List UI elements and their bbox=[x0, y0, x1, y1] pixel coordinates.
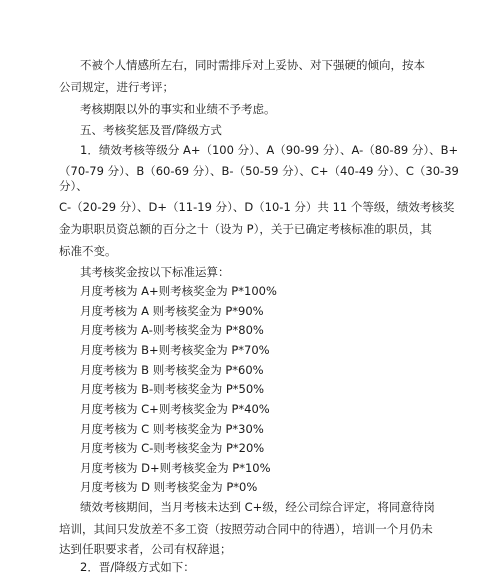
text-line-24: 培训，其间只发放差不多工资（按照劳动合同中的待遇），培训一个月仍未 bbox=[59, 522, 433, 536]
top-rule bbox=[0, 26, 500, 28]
text-line-6: （70-79 分）、B（60-69 分）、B-（50-59 分）、C+（40-49 分）、C（30-39 bbox=[59, 164, 459, 178]
text-line-23: 绩效考核期间，当月考核未达到 C+级，经公司综合评定，将同意待岗 bbox=[80, 500, 435, 514]
bonus-rule-c-minus: 月度考核为 C-则考核奖金为 P*20% bbox=[80, 441, 265, 455]
text-line-9: 金为职职员资总额的百分之十（设为 P），关于已确定考核标准的职员，其 bbox=[59, 222, 432, 236]
subsection-heading: 2．晋/降级方式如下： bbox=[80, 560, 195, 574]
bonus-rule-d-plus: 月度考核为 D+则考核奖金为 P*10% bbox=[80, 461, 271, 475]
bonus-rule-b-plus: 月度考核为 B+则考核奖金为 P*70% bbox=[80, 343, 270, 357]
text-line-7: 分）、 bbox=[59, 179, 88, 193]
bonus-rule-a-minus: 月度考核为 A-则考核奖金为 P*80% bbox=[80, 323, 264, 337]
text-line-25: 达到任职要求者，公司有权辞退； bbox=[59, 542, 232, 556]
text-line-1: 不被个人情感所左右，同时需排斥对上妥协、对下强硬的倾向，按本 bbox=[80, 58, 425, 72]
text-line-5: 1．绩效考核等级分 A+（100 分）、A（90-99 分）、A-（80-89 分）、B+ bbox=[80, 143, 459, 157]
bonus-rule-d: 月度考核为 D 则考核奖金为 P*0% bbox=[80, 480, 258, 494]
text-line-10: 标准不变。 bbox=[59, 244, 117, 258]
bonus-rule-a-plus: 月度考核为 A+则考核奖金为 P*100% bbox=[80, 284, 277, 298]
bonus-rule-a: 月度考核为 A 则考核奖金为 P*90% bbox=[80, 304, 264, 318]
bonus-rule-b-minus: 月度考核为 B-则考核奖金为 P*50% bbox=[80, 382, 265, 396]
text-line-8: C-（20-29 分）、D+（11-19 分）、D（10-1 分）共 11 个等级，绩效考核奖 bbox=[59, 200, 455, 214]
bonus-rule-b: 月度考核为 B 则考核奖金为 P*60% bbox=[80, 363, 264, 377]
text-line-3: 考核期限以外的事实和业绩不予考虑。 bbox=[80, 102, 276, 116]
text-line-2: 公司规定，进行考评； bbox=[59, 80, 174, 94]
bonus-rule-c: 月度考核为 C 则考核奖金为 P*30% bbox=[80, 422, 264, 436]
section-heading: 五、考核奖惩及晋/降级方式 bbox=[80, 123, 222, 137]
bonus-rule-c-plus: 月度考核为 C+则考核奖金为 P*40% bbox=[80, 402, 270, 416]
text-line-11: 其考核奖金按以下标准运算： bbox=[80, 265, 230, 279]
